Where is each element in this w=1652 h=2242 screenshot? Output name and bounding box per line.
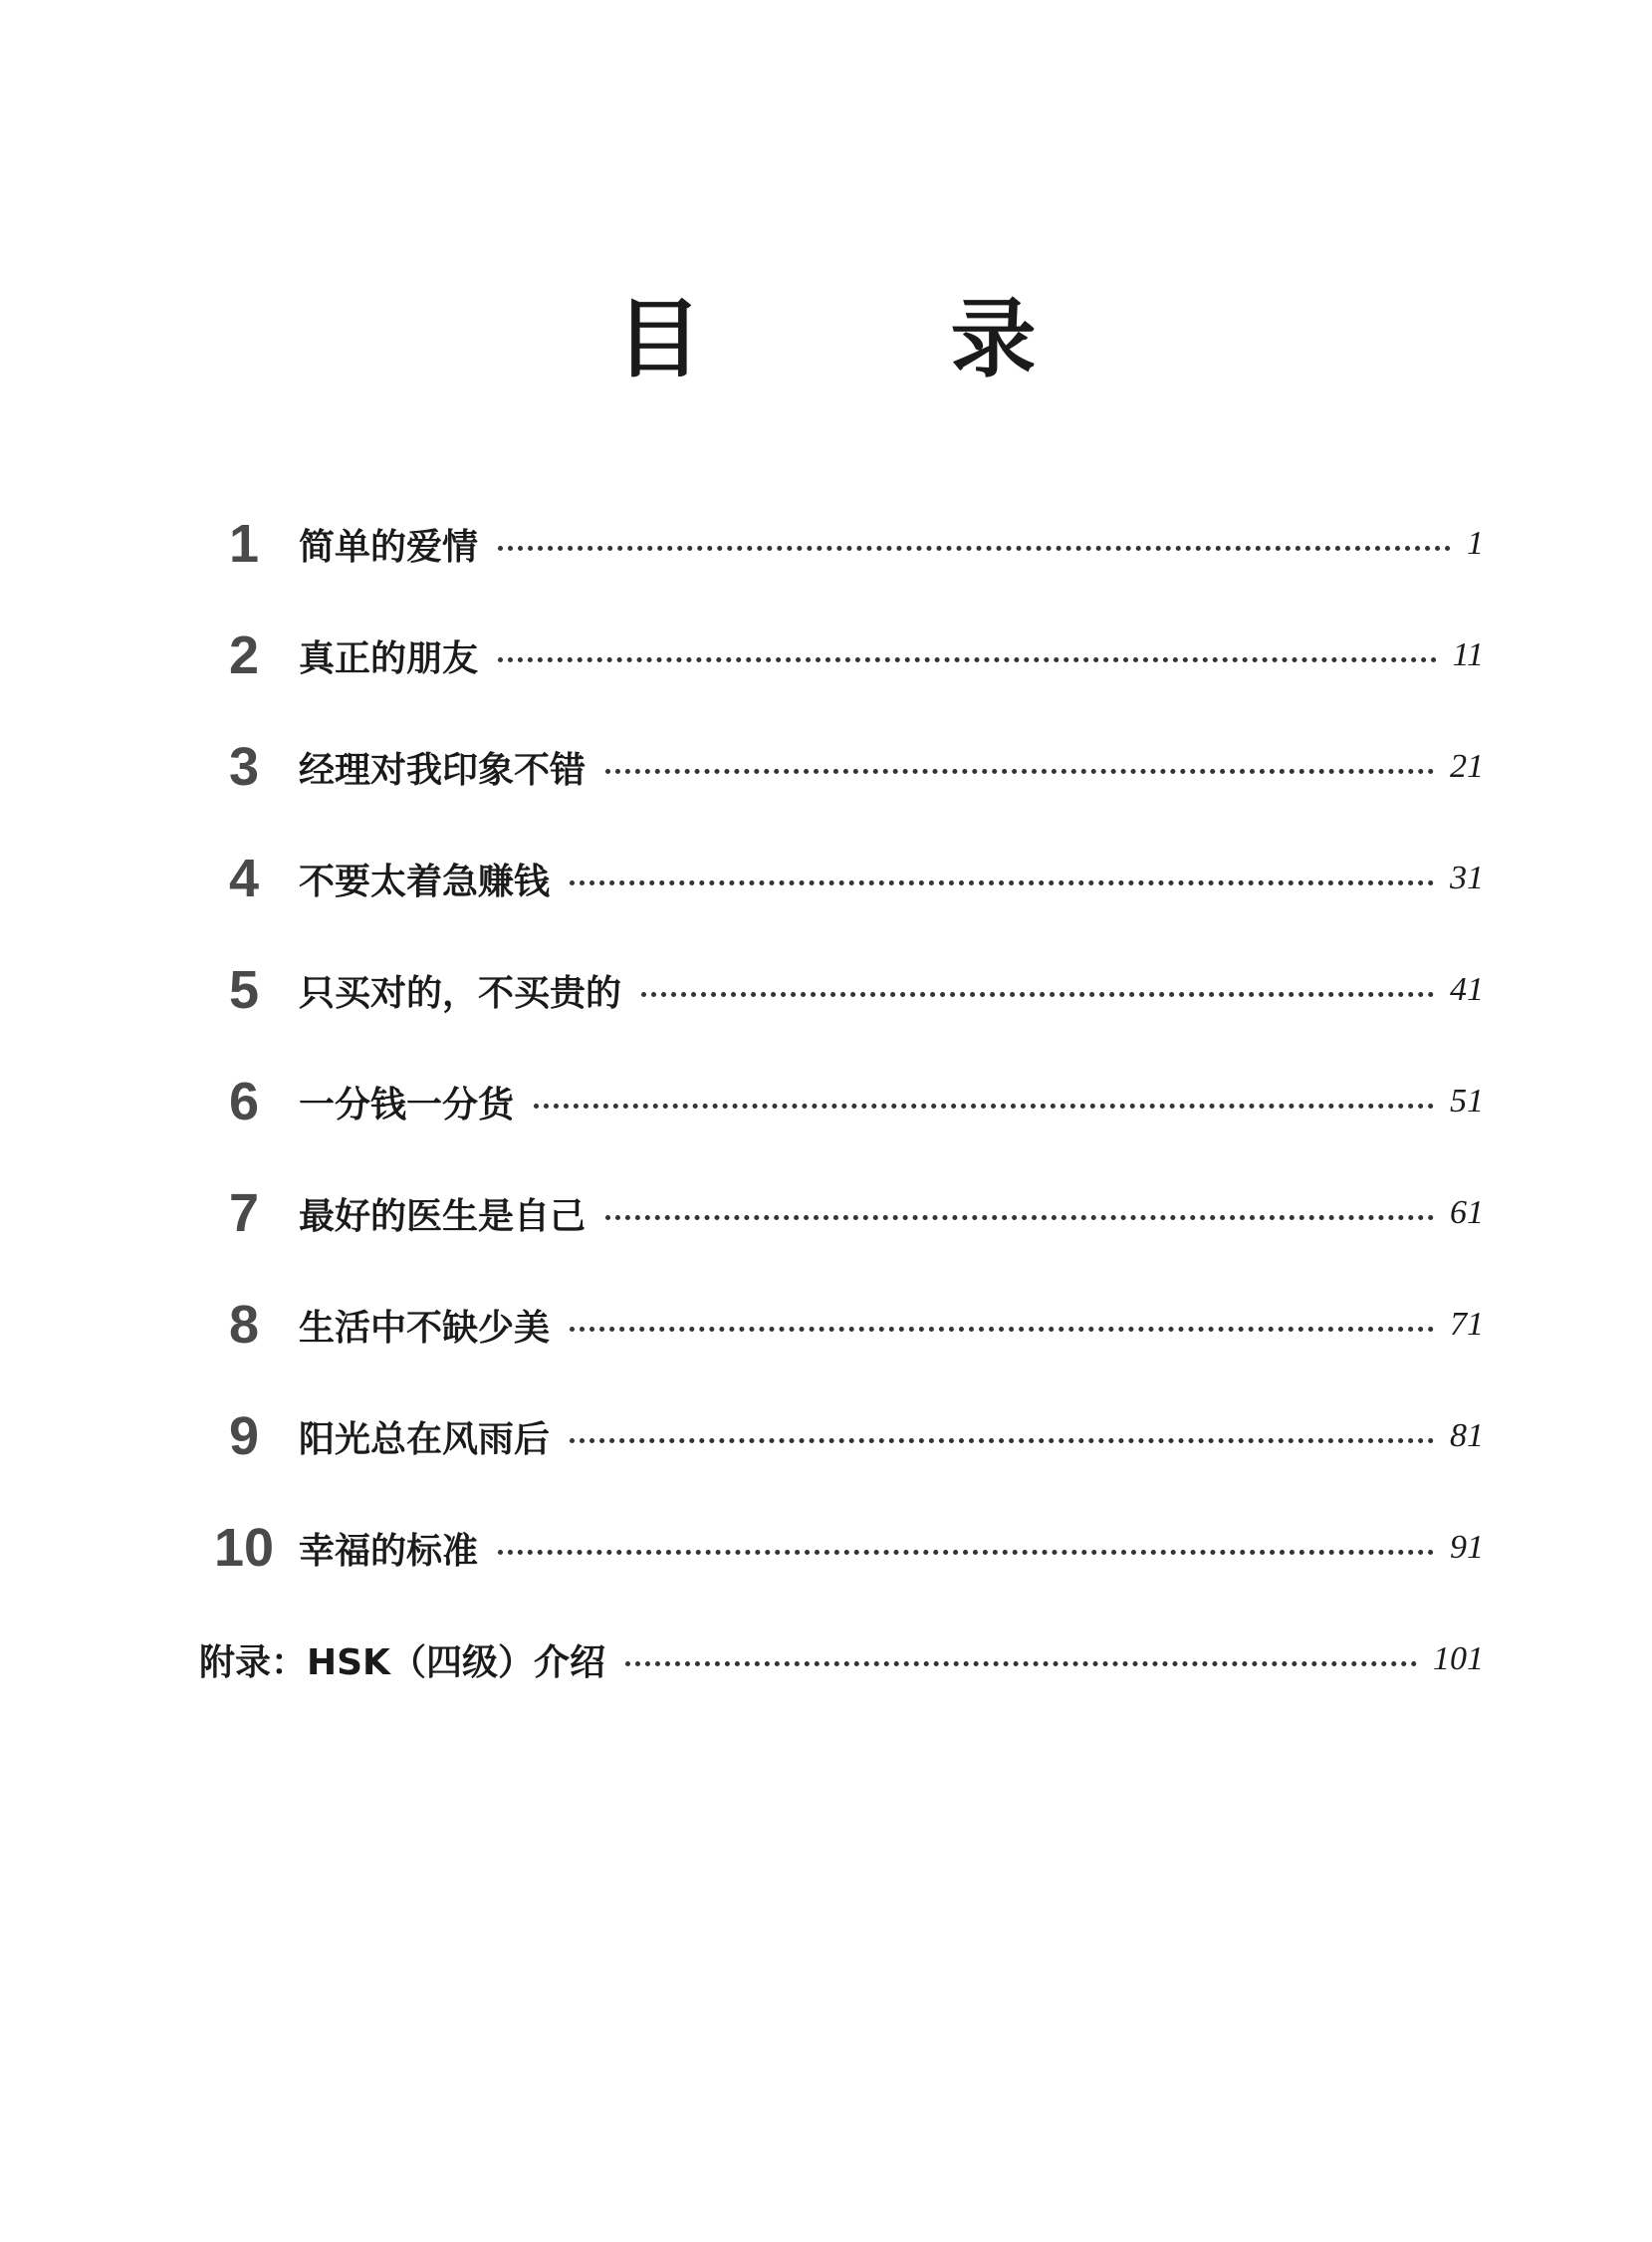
page-number: 61 — [1450, 1194, 1484, 1231]
chapter-number: 2 — [228, 625, 260, 685]
page-number: 71 — [1450, 1306, 1484, 1343]
toc-entry-6[interactable] — [199, 1046, 1484, 1157]
toc-entry-4[interactable] — [199, 823, 1484, 934]
chapter-title: 真正的朋友 — [299, 637, 479, 679]
page-number: 11 — [1452, 636, 1484, 673]
toc-entry-2[interactable] — [199, 600, 1484, 711]
chapter-number: 3 — [228, 737, 260, 797]
chapter-number: 8 — [228, 1295, 260, 1355]
chapter-title: 最好的医生是自己 — [299, 1195, 587, 1237]
page-number: 41 — [1450, 971, 1484, 1008]
page-number: 31 — [1450, 860, 1484, 896]
chapter-title: 幸福的标准 — [299, 1530, 479, 1572]
toc-entry-8[interactable] — [199, 1269, 1484, 1380]
dot-leader — [570, 1438, 1434, 1443]
chapter-number: 10 — [213, 1518, 275, 1578]
dot-leader — [534, 1104, 1434, 1109]
chapter-title: 阳光总在风雨后 — [299, 1418, 551, 1460]
page-number: 81 — [1450, 1417, 1484, 1454]
chapter-number: 6 — [228, 1072, 260, 1131]
chapter-number: 1 — [228, 514, 260, 574]
chapter-title: 生活中不缺少美 — [299, 1307, 551, 1349]
appendix-title: 附录：HSK（四级）介绍 — [199, 1641, 605, 1683]
dot-leader — [498, 546, 1451, 551]
page-number: 91 — [1450, 1529, 1484, 1566]
dot-leader — [625, 1661, 1417, 1666]
page-number: 21 — [1450, 748, 1484, 785]
toc-entry-appendix[interactable] — [199, 1604, 1484, 1715]
toc-entry-1[interactable] — [199, 488, 1484, 600]
chapter-number: 4 — [228, 849, 260, 908]
dot-leader — [570, 1327, 1434, 1332]
toc-entry-9[interactable] — [199, 1380, 1484, 1492]
dot-leader — [641, 992, 1434, 997]
table-of-contents — [199, 488, 1484, 1715]
page-number: 101 — [1433, 1640, 1484, 1677]
page-number: 51 — [1450, 1083, 1484, 1120]
chapter-title: 简单的爱情 — [299, 526, 479, 568]
toc-entry-7[interactable] — [199, 1157, 1484, 1269]
dot-leader — [605, 769, 1434, 774]
toc-entry-10[interactable] — [199, 1492, 1484, 1604]
chapter-number: 9 — [228, 1406, 260, 1466]
dot-leader — [570, 880, 1434, 885]
dot-leader — [605, 1215, 1434, 1220]
chapter-number: 7 — [228, 1183, 260, 1243]
dot-leader — [498, 657, 1437, 662]
page-number: 1 — [1467, 525, 1484, 562]
chapter-title: 经理对我印象不错 — [299, 749, 587, 791]
chapter-title: 只买对的，不买贵的 — [299, 972, 622, 1014]
chapter-number: 5 — [228, 960, 260, 1020]
chapter-title: 一分钱一分货 — [299, 1084, 515, 1125]
page-title: 目 录 — [615, 290, 1146, 389]
dot-leader — [498, 1550, 1434, 1555]
toc-entry-3[interactable] — [199, 711, 1484, 823]
chapter-title: 不要太着急赚钱 — [299, 861, 551, 902]
toc-entry-5[interactable] — [199, 934, 1484, 1046]
